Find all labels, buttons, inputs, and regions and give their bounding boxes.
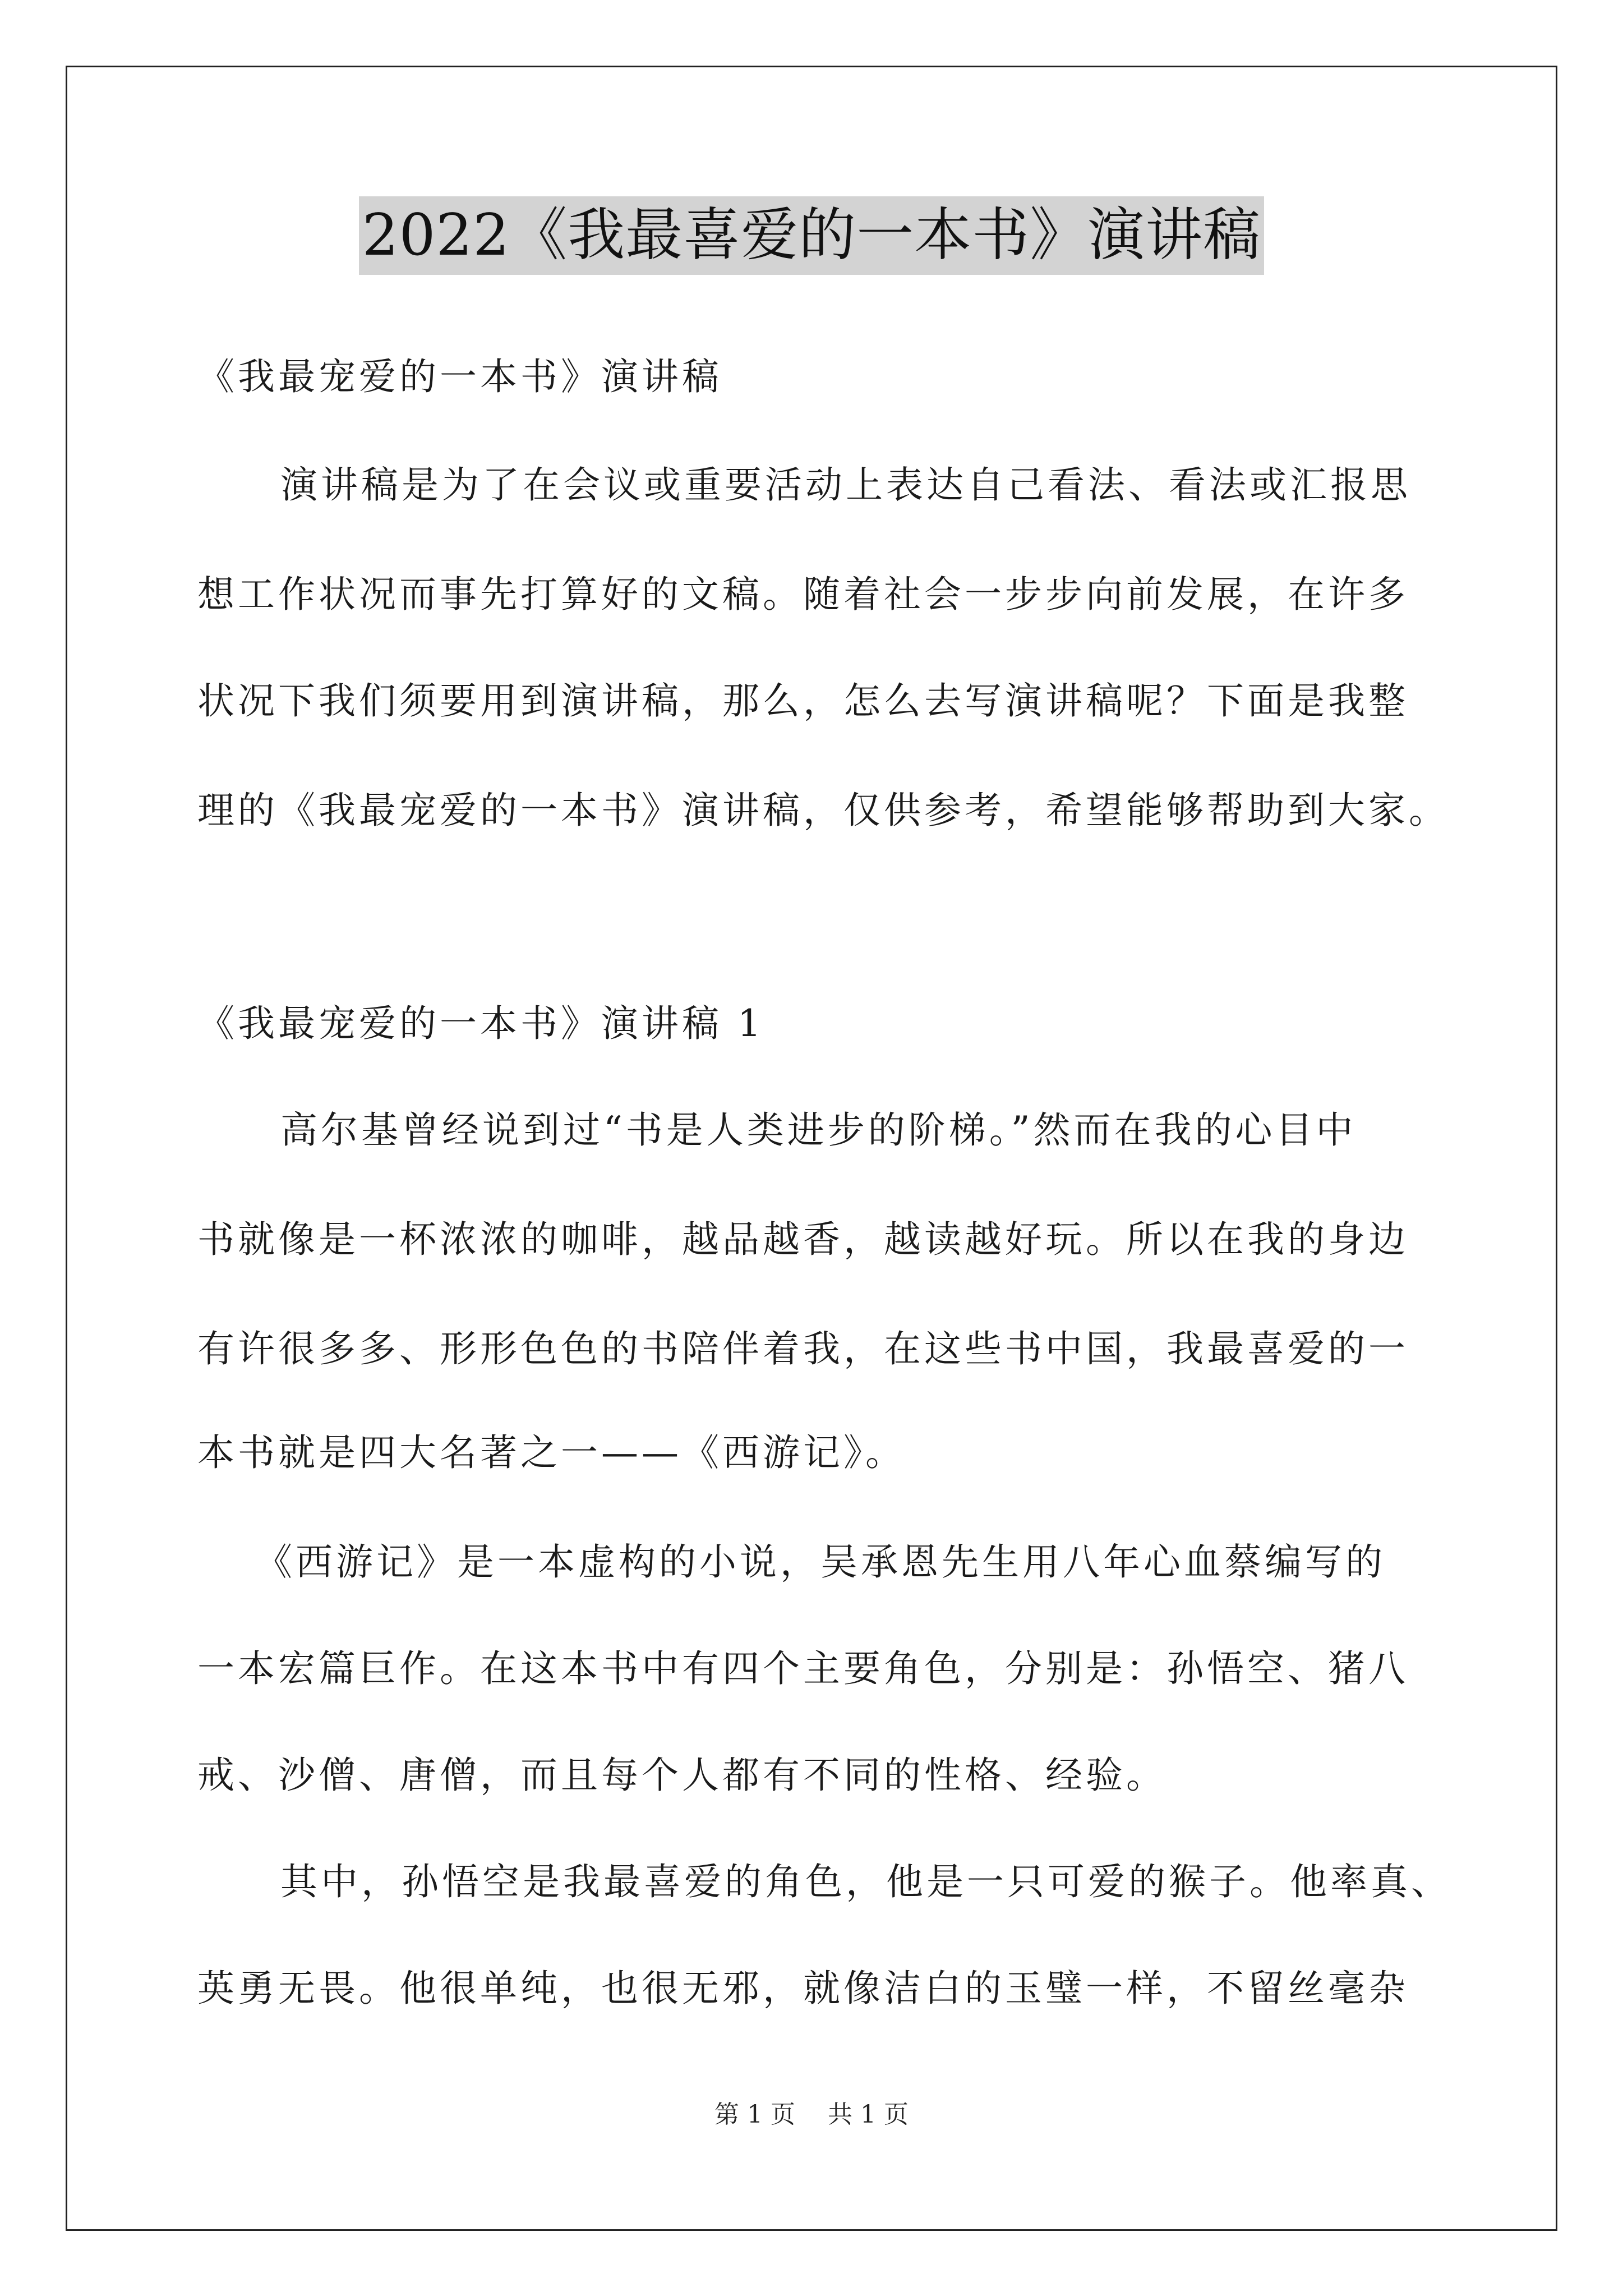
body-line-4: 本书就是四大名著之一——《西游记》。 <box>197 1431 906 1474</box>
page-footer <box>0 2098 1623 2132</box>
page-total: 共 1 页 <box>828 2100 909 2129</box>
body-line-3: 有许很多多、形形色色的书陪伴着我，在这些书中国，我最喜爱的一 <box>197 1327 1409 1370</box>
body-line-6: 一本宏篇巨作。在这本书中有四个主要角色，分别是：孙悟空、猪八 <box>197 1647 1409 1690</box>
document-title: 2022《我最喜爱的一本书》演讲稿 <box>359 196 1265 275</box>
body-line-5: 《西游记》是一本虚构的小说，吴承恩先生用八年心血蔡编写的 <box>255 1540 1386 1584</box>
body-line-9: 英勇无畏。他很单纯，也很无邪，就像洁白的玉璧一样，不留丝毫杂 <box>197 1967 1409 2010</box>
intro-line-1: 演讲稿是为了在会议或重要活动上表达自己看法、看法或汇报思 <box>280 463 1411 507</box>
section-heading: 《我最宠爱的一本书》演讲稿 1 <box>197 1002 764 1045</box>
document-subtitle: 《我最宠爱的一本书》演讲稿 <box>197 355 722 398</box>
intro-line-2: 想工作状况而事先打算好的文稿。随着社会一步步向前发展，在许多 <box>197 573 1409 616</box>
intro-line-3: 状况下我们须要用到演讲稿，那么，怎么去写演讲稿呢？下面是我整 <box>197 679 1409 723</box>
intro-line-4: 理的《我最宠爱的一本书》演讲稿，仅供参考，希望能够帮助到大家。 <box>197 789 1449 832</box>
body-line-8: 其中，孙悟空是我最喜爱的角色，他是一只可爱的猴子。他率真、 <box>280 1860 1451 1903</box>
title-container <box>0 196 1623 275</box>
body-line-1: 高尔基曾经说到过“书是人类进步的阶梯。”然而在我的心目中 <box>280 1108 1357 1152</box>
page-number: 第 1 页 <box>714 2100 795 2129</box>
body-line-2: 书就像是一杯浓浓的咖啡，越品越香，越读越好玩。所以在我的身边 <box>197 1218 1409 1261</box>
body-line-7: 戒、沙僧、唐僧，而且每个人都有不同的性格、经验。 <box>197 1754 1166 1797</box>
